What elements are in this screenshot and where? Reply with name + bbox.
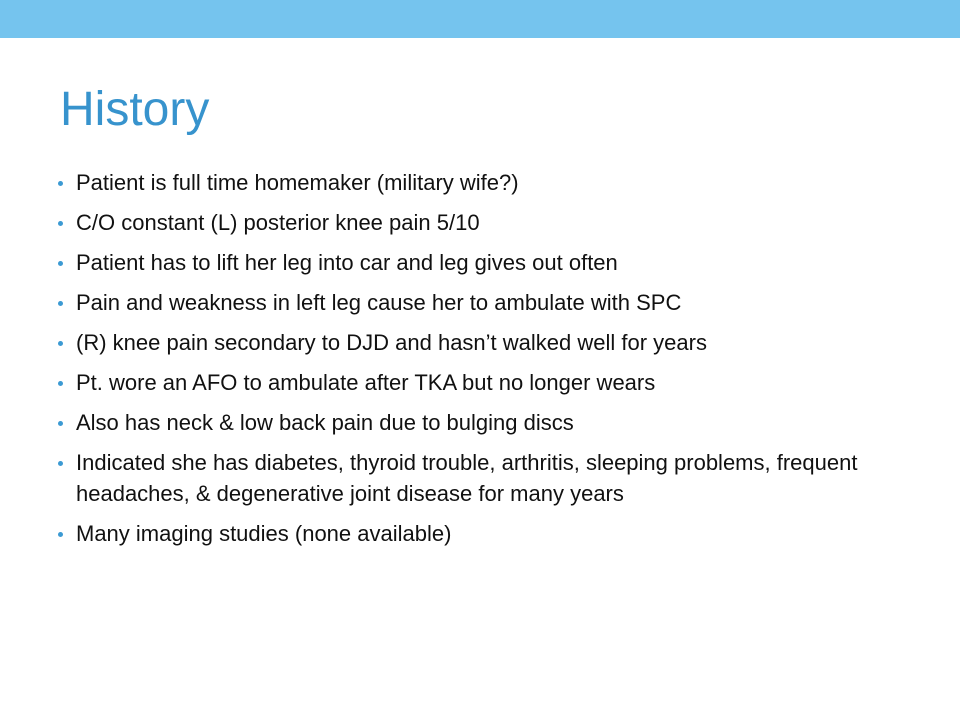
top-accent-bar	[0, 0, 960, 38]
bullet-text: Patient is full time homemaker (military wife?)	[76, 170, 519, 195]
bullet-dot-icon	[58, 181, 63, 186]
slide-title: History	[60, 83, 210, 136]
bullet-item	[58, 207, 898, 238]
bullet-item	[58, 287, 898, 318]
bullet-item	[58, 327, 898, 358]
bullet-text: C/O constant (L) posterior knee pain 5/10	[76, 210, 480, 235]
bullet-text: Patient has to lift her leg into car and leg gives out often	[76, 250, 618, 275]
bullet-text: Also has neck & low back pain due to bulging discs	[76, 410, 574, 435]
bullet-item	[58, 167, 898, 198]
bullet-text: (R) knee pain secondary to DJD and hasn’t walked well for years	[76, 330, 707, 355]
bullet-item	[58, 407, 898, 438]
bullet-dot-icon	[58, 341, 63, 346]
bullet-dot-icon	[58, 261, 63, 266]
bullet-dot-icon	[58, 421, 63, 426]
bullet-item	[58, 447, 898, 509]
bullet-list	[58, 167, 898, 558]
bullet-text: Pain and weakness in left leg cause her to ambulate with SPC	[76, 290, 682, 315]
bullet-dot-icon	[58, 532, 63, 537]
bullet-dot-icon	[58, 301, 63, 306]
bullet-dot-icon	[58, 381, 63, 386]
bullet-dot-icon	[58, 461, 63, 466]
bullet-text: Indicated she has diabetes, thyroid trouble, arthritis, sleeping problems, frequent headaches, & degenerative joint disease for many years	[76, 450, 858, 506]
bullet-text: Many imaging studies (none available)	[76, 521, 452, 546]
bullet-item	[58, 367, 898, 398]
bullet-dot-icon	[58, 221, 63, 226]
bullet-text: Pt. wore an AFO to ambulate after TKA but no longer wears	[76, 370, 656, 395]
bullet-item	[58, 518, 898, 549]
bullet-item	[58, 247, 898, 278]
